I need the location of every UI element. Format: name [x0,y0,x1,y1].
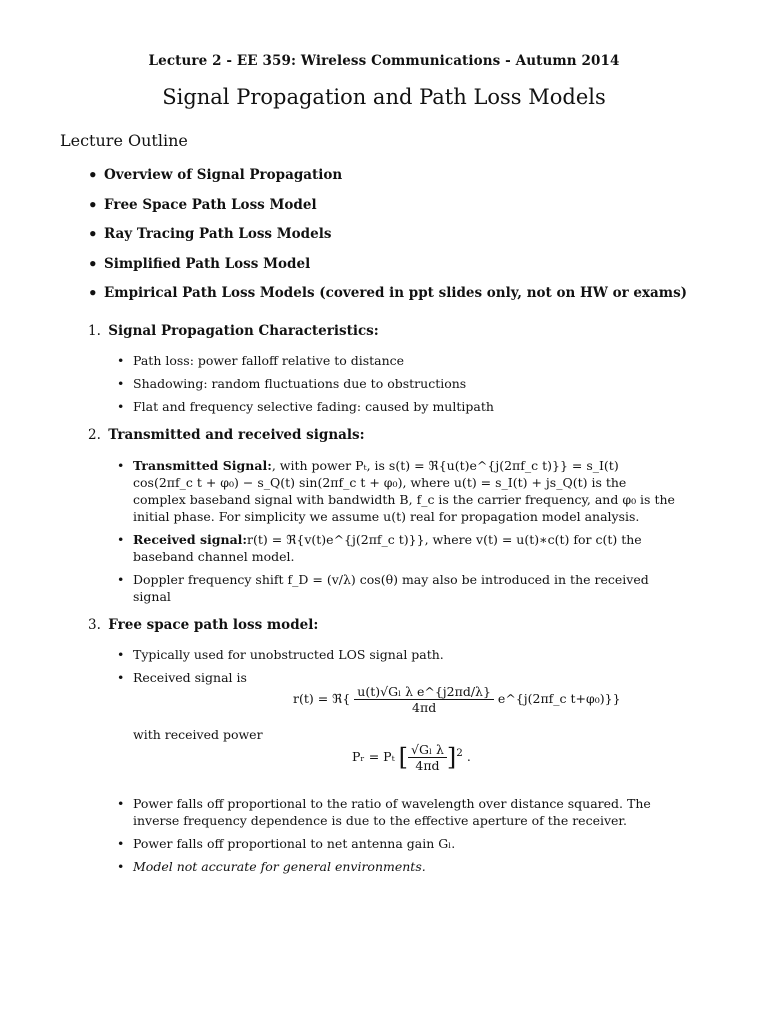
fraction-numerator: √Gₗ λ [408,742,447,758]
list-item: • Power falls off proportional to the ratio of wavelength over distance squared. The inverse frequency dependence is due to the effective aperture of the receiver. [117,795,682,829]
received-power-equation: Pᵣ = Pₜ [ $\frac{\text{√Gₗ λ}}{4\pi d}$ ]$^2$ . [352,742,471,773]
list-item: • Typically used for unobstructed LOS signal path. [117,646,682,663]
list-item-transmitted-signal [117,457,682,525]
received-signal-label: Received signal: [133,532,248,547]
equation-period: . [466,749,471,764]
outline-item: • Simplified Path Loss Model [88,255,687,285]
list-item: • Received signal is [117,669,682,686]
section-3-list-b [117,795,682,881]
transmitted-signal-text: , with power Pₜ, is s(t) = ℜ{u(t)e^{j(2πf_c t)}} = s_I(t) cos(2πf_c t + φ₀) − s_Q(t) sin(2πf_c t + φ₀), where u(t) = s_I(t) + js_Q(t) is the complex baseband signal with bandwidth B, f_c is the carrier frequency, and φ₀ is the initial phase. For simplicity we assume u(t) real for propagation model analysis. [133,458,675,524]
equation-lhs: Pᵣ = Pₜ [352,749,395,764]
section-3-heading [88,617,318,633]
list-item: • Flat and frequency selective fading: caused by multipath [117,398,682,415]
fraction-numerator: u(t)√Gₗ λ e^{j2πd/λ} [354,684,494,700]
list-item: • Model not accurate for general environments. [117,858,682,875]
equation-fraction [408,742,447,773]
section-title: Signal Propagation Characteristics: [108,323,379,339]
outline-heading: Lecture Outline [60,131,188,150]
equation-lhs: r(t) = ℜ{ [293,691,351,706]
lecture-header: Lecture 2 - EE 359: Wireless Communications - Autumn 2014 [148,53,620,69]
outline-item: • Free Space Path Loss Model [88,196,687,226]
outline-list [88,166,687,314]
equation-fraction [354,684,494,715]
section-2-list [117,457,682,611]
list-item: • Shadowing: random fluctuations due to obstructions [117,375,682,392]
list-item: • Power falls off proportional to net antenna gain Gₗ. [117,835,682,852]
list-item-received-signal [117,531,682,565]
with-received-power-text: with received power [133,727,263,742]
list-item: • Path loss: power falloff relative to distance [117,352,682,369]
list-item-doppler: • Doppler frequency shift f_D = (v/λ) cos(θ) may also be introduced in the received signal [117,571,682,605]
transmitted-signal-label: Transmitted Signal: [133,458,272,473]
fraction-denominator: 4πd [415,758,440,773]
section-1-heading [88,323,379,339]
equation-exponent: 2 [456,746,463,759]
section-title: Transmitted and received signals: [108,427,365,443]
section-number: 2. [88,427,101,443]
section-title: Free space path loss model: [108,617,319,633]
section-1-list [117,352,682,421]
section-2-heading [88,427,365,443]
outline-item: • Overview of Signal Propagation [88,166,687,196]
section-number: 1. [88,323,101,339]
equation-tail: e^{j(2πf_c t+φ₀)}} [497,691,621,706]
received-signal-equation [293,684,621,715]
received-signal-text: r(t) = ℜ{v(t)e^{j(2πf_c t)}}, where v(t) = u(t)∗c(t) for c(t) the baseband channel model. [133,532,642,564]
outline-item: • Ray Tracing Path Loss Models [88,225,687,255]
page-title: Signal Propagation and Path Loss Models [162,85,606,109]
fraction-denominator: 4πd [412,700,437,715]
section-number: 3. [88,617,101,633]
outline-item: • Empirical Path Loss Models (covered in ppt slides only, not on HW or exams) [88,284,687,314]
